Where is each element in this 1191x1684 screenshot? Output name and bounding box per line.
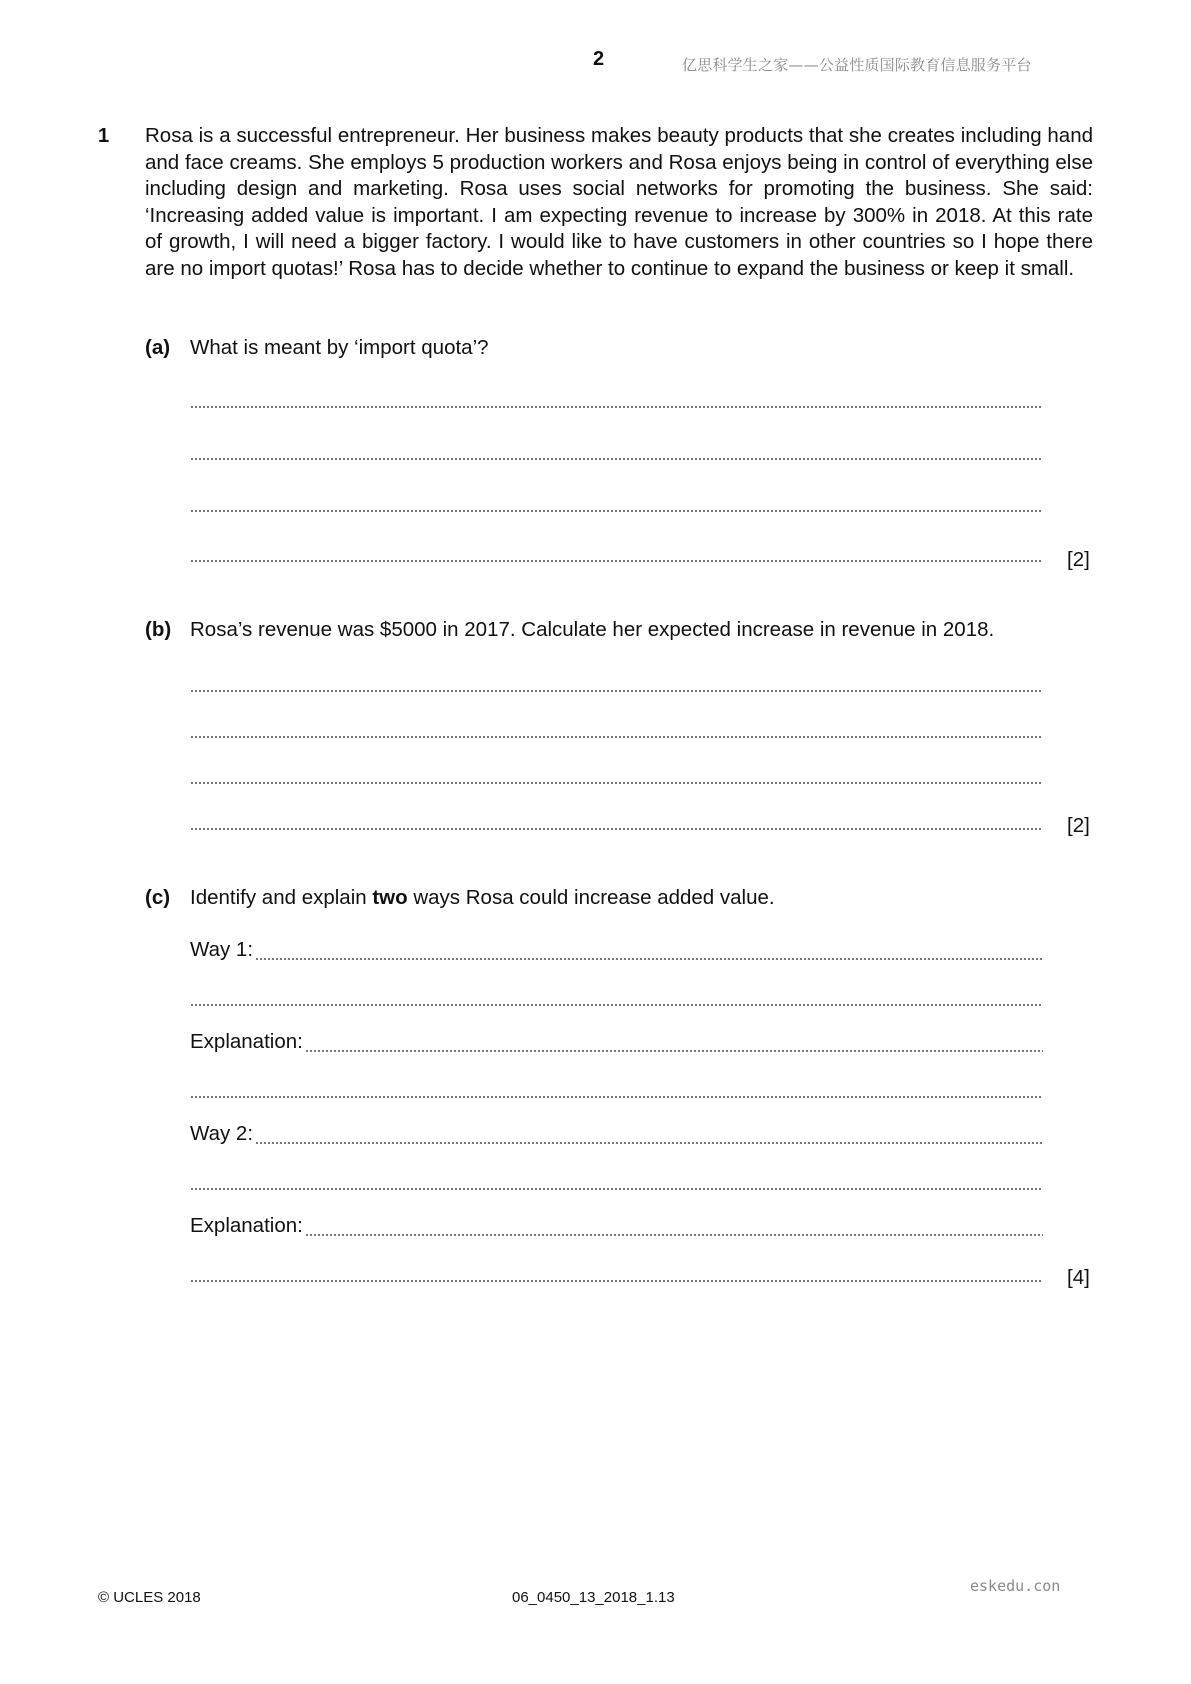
dotted-line bbox=[190, 1168, 1043, 1192]
answer-line[interactable] bbox=[190, 490, 1043, 514]
footer-paper-code: 06_0450_13_2018_1.13 bbox=[512, 1589, 675, 1606]
way-2-label: Way 2: bbox=[190, 1122, 254, 1145]
explanation-1-label: Explanation: bbox=[190, 1030, 303, 1053]
dotted-line bbox=[190, 716, 1043, 740]
dotted-line bbox=[190, 438, 1043, 462]
explanation-2-line[interactable] bbox=[190, 1214, 1043, 1238]
part-a-question: What is meant by ‘import quota’? bbox=[190, 336, 489, 359]
answer-line[interactable] bbox=[190, 1076, 1043, 1100]
dotted-line bbox=[190, 670, 1043, 694]
dotted-line bbox=[255, 1122, 1043, 1146]
question-number: 1 bbox=[98, 125, 110, 147]
dotted-line bbox=[190, 808, 1043, 832]
dotted-line bbox=[190, 540, 1043, 564]
part-c-question-start: Identify and explain bbox=[190, 886, 373, 909]
part-c-question bbox=[190, 886, 775, 910]
dotted-line bbox=[190, 386, 1043, 410]
part-b-marks: [2] bbox=[1067, 814, 1090, 837]
dotted-line bbox=[190, 762, 1043, 786]
dotted-line bbox=[190, 1076, 1043, 1100]
answer-line[interactable] bbox=[190, 670, 1043, 694]
answer-line[interactable] bbox=[190, 716, 1043, 740]
dotted-line bbox=[305, 1214, 1043, 1238]
part-a-marks: [2] bbox=[1067, 548, 1090, 571]
dotted-line bbox=[255, 938, 1043, 962]
part-b-label: (b) bbox=[145, 618, 172, 641]
explanation-2-label: Explanation: bbox=[190, 1214, 303, 1237]
part-c-question-end: ways Rosa could increase added value. bbox=[407, 886, 775, 909]
part-c-marks: [4] bbox=[1067, 1266, 1090, 1289]
dotted-line bbox=[190, 490, 1043, 514]
footer-copyright: © UCLES 2018 bbox=[98, 1589, 201, 1606]
footer-watermark: eskedu.con bbox=[970, 1577, 1061, 1595]
answer-line[interactable] bbox=[190, 438, 1043, 462]
dotted-line bbox=[305, 1030, 1043, 1054]
way-1-label: Way 1: bbox=[190, 938, 254, 961]
header-watermark: 亿思科学生之家——公益性质国际教育信息服务平台 bbox=[682, 56, 1032, 74]
page-number: 2 bbox=[593, 48, 605, 70]
part-a-label: (a) bbox=[145, 336, 171, 359]
explanation-1-line[interactable] bbox=[190, 1030, 1043, 1054]
answer-line[interactable] bbox=[190, 386, 1043, 410]
answer-line[interactable] bbox=[190, 1168, 1043, 1192]
way-2-line[interactable] bbox=[190, 1122, 1043, 1146]
dotted-line bbox=[190, 984, 1043, 1008]
dotted-line bbox=[190, 1260, 1043, 1284]
question-intro: Rosa is a successful entrepreneur. Her business makes beauty products that she creates including hand and face creams. She employs 5 production workers and Rosa enjoys being in control of everything else including design and marketing. Rosa uses social networks for promoting the business. She said: ‘Increasing added value is important. I am expecting revenue to increase by 300% in 2018. At this rate of growth, I will need a bigger factory. I would like to have customers in other countries so I hope there are no import quotas!’ Rosa has to decide whether to continue to expand the business or keep it small. bbox=[145, 124, 1093, 280]
part-c-label: (c) bbox=[145, 886, 171, 909]
part-c-question-emphasis: two bbox=[372, 886, 408, 909]
answer-line[interactable] bbox=[190, 762, 1043, 786]
way-1-line[interactable] bbox=[190, 938, 1043, 962]
answer-line[interactable] bbox=[190, 540, 1043, 564]
answer-line[interactable] bbox=[190, 808, 1043, 832]
answer-line[interactable] bbox=[190, 984, 1043, 1008]
answer-line[interactable] bbox=[190, 1260, 1043, 1284]
part-b-question: Rosa’s revenue was $5000 in 2017. Calculate her expected increase in revenue in 2018. bbox=[190, 618, 995, 641]
